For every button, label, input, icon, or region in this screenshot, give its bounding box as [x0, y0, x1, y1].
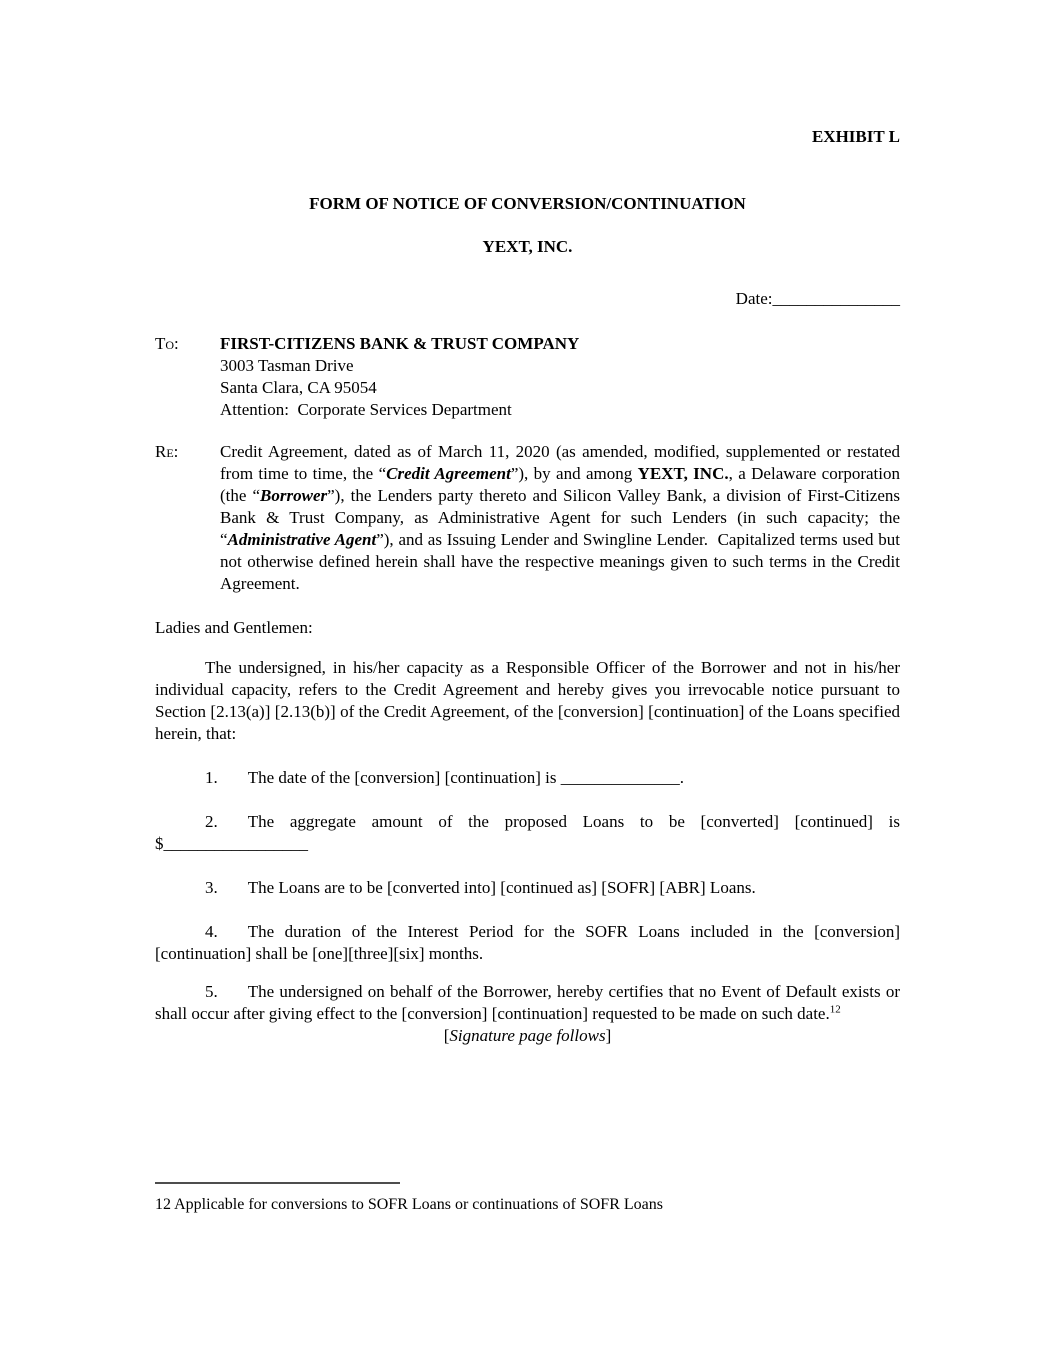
re-label: Re: — [155, 442, 179, 461]
text-segment: YEXT, INC. — [637, 464, 729, 483]
text-segment: The date of the [conversion] [continuation] is ______________. — [247, 768, 684, 787]
date-line — [155, 288, 900, 310]
numbered-item-3 — [155, 877, 900, 899]
numbered-item-4 — [155, 921, 900, 965]
intro-paragraph: The undersigned, in his/her capacity as a Responsible Officer of the Borrower and not in his/her individual capacity, refers to the Credit Agreement and hereby gives you irrevocable notice pursuant to Section [2.13(a)] [2.13(b)] of the Credit Agreement, of the [conversion] [continuation] of the Loans specified herein, that: — [155, 658, 900, 743]
item-number: 5. — [205, 982, 218, 1001]
text-segment: ”), by and among — [510, 464, 638, 483]
text-segment: The aggregate amount of the proposed Loans to be [converted] [continued] is $_________________ — [155, 812, 900, 853]
numbered-item-1 — [155, 767, 900, 789]
item-number: 1. — [205, 768, 218, 787]
re-paragraph — [220, 441, 900, 595]
date-label: Date: — [735, 289, 773, 308]
recipient-street: 3003 Tasman Drive — [220, 356, 354, 375]
text-segment: ”), and as Issuing Lender and Swingline Lender. Capitalized terms used but not otherwise defined herein shall have the respective meanings given to such terms in the Credit Agreement. — [220, 530, 901, 593]
text-segment: Credit Agreement, dated as of March 11, 2020 (as amended, modified, supplemented or restated from time to time, the “ — [220, 442, 900, 483]
numbered-item-5 — [155, 981, 900, 1025]
re-block — [155, 441, 900, 595]
text-segment: The undersigned on behalf of the Borrower, hereby certifies that no Event of Default exists or shall occur after giving effect to the [conversion] [continuation] requested to be made on such date. — [155, 982, 900, 1023]
item-number: 2. — [205, 812, 218, 831]
text-segment: [ — [443, 1026, 450, 1045]
document-title: FORM OF NOTICE OF CONVERSION/CONTINUATION — [309, 194, 746, 213]
company-name: YEXT, INC. — [482, 237, 573, 256]
text-segment: The Loans are to be [converted into] [continued as] [SOFR] [ABR] Loans. — [247, 878, 756, 897]
text-segment: Administrative Agent — [227, 530, 377, 549]
date-blank-line: _______________ — [772, 289, 900, 308]
text-segment: ] — [605, 1026, 612, 1045]
exhibit-label: EXHIBIT L — [811, 127, 900, 146]
item-number: 3. — [205, 878, 218, 897]
text-segment: Borrower — [260, 486, 328, 505]
text-segment: Signature page follows — [449, 1026, 606, 1045]
footnote-text — [155, 1194, 900, 1215]
text-segment: ”), the Lenders party thereto and Silicon Valley Bank, a division of First-Citizens Bank & Trust Company, as Administrative Agent for such Lenders (in such capacity; the “ — [220, 486, 900, 549]
numbered-items — [155, 767, 900, 1025]
text-segment: , a Delaware corporation (the “ — [220, 464, 901, 505]
recipient-name: FIRST-CITIZENS BANK & TRUST COMPANY — [220, 334, 580, 353]
recipient-city: Santa Clara, CA 95054 — [220, 378, 377, 397]
recipient-address — [220, 333, 579, 421]
footnote-content: Applicable for conversions to SOFR Loans or continuations of SOFR Loans — [174, 1196, 663, 1213]
text-segment: The duration of the Interest Period for the SOFR Loans included in the [conversion] [continuation] shall be [one][three][six] months. — [155, 922, 900, 963]
recipient-attention: Attention: Corporate Services Department — [220, 400, 512, 419]
signature-note — [155, 1025, 900, 1047]
to-label: To: — [155, 334, 179, 353]
text-segment: Credit Agreement — [386, 464, 511, 483]
salutation: Ladies and Gentlemen: — [155, 618, 313, 637]
item-number: 4. — [205, 922, 218, 941]
recipient-block — [155, 333, 900, 421]
numbered-item-2 — [155, 811, 900, 855]
footnote-block — [155, 1182, 900, 1215]
footnote-separator — [155, 1182, 400, 1184]
text-segment: 12 — [829, 1003, 841, 1016]
footnote-number: 12 — [155, 1196, 171, 1213]
